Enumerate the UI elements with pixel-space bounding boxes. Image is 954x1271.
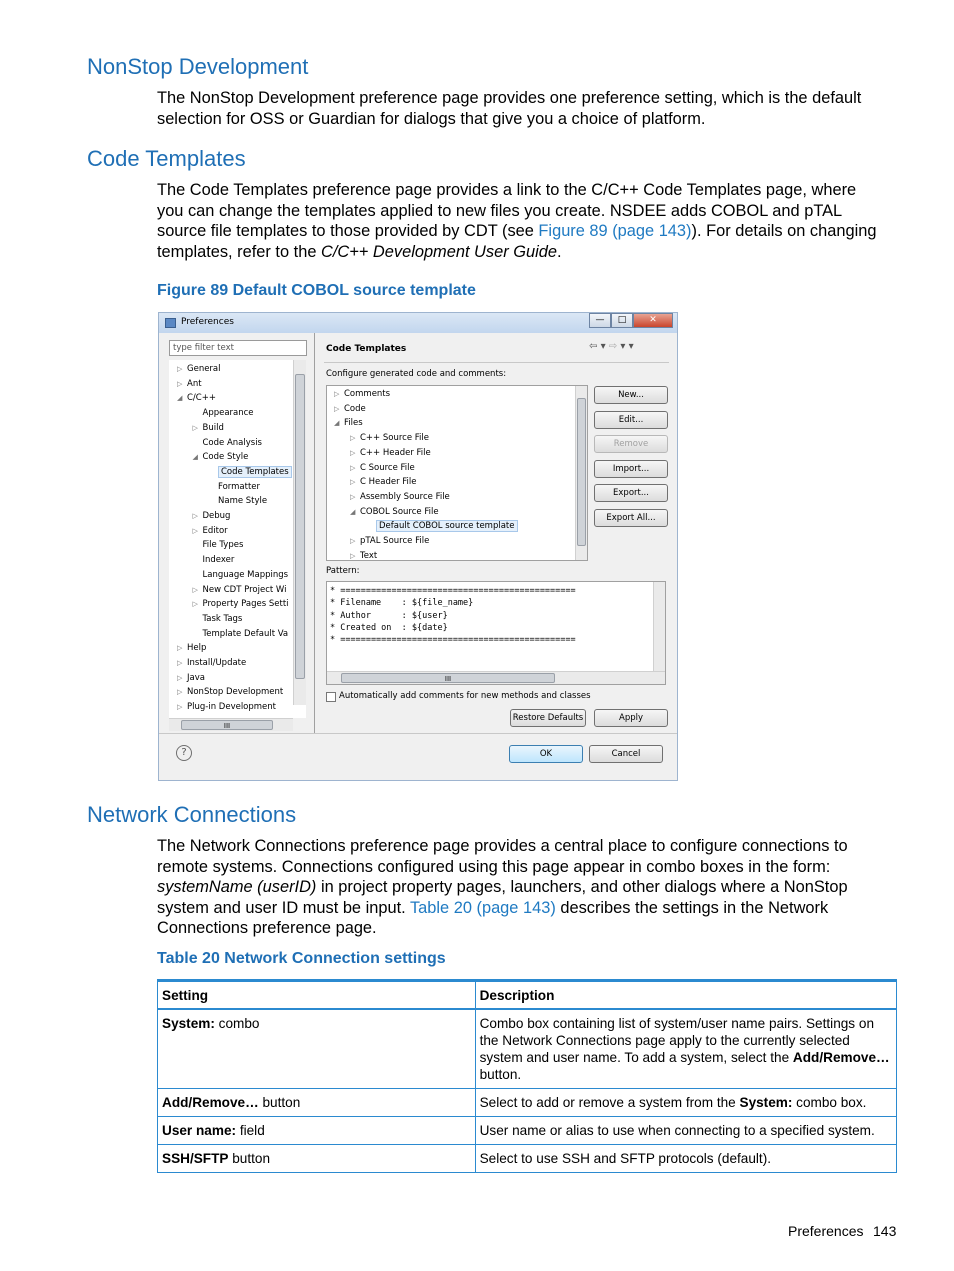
tree-item[interactable] bbox=[177, 700, 276, 715]
restore-defaults-button[interactable]: Restore Defaults bbox=[510, 709, 586, 727]
ok-button[interactable]: OK bbox=[509, 745, 583, 763]
tree-item-label: Appearance bbox=[202, 408, 254, 419]
figure-89-link[interactable]: Figure 89 (page 143) bbox=[538, 222, 692, 241]
network-paragraph bbox=[157, 836, 902, 939]
text-span: source file templates to those provided by CDT (see bbox=[157, 222, 539, 241]
scroll-thumb[interactable]: III bbox=[341, 673, 555, 683]
text-line: you can change the templates applied to new files you create. NSDEE adds COBOL and pTAL bbox=[157, 201, 843, 220]
tree-item[interactable] bbox=[208, 480, 260, 495]
collapsed-arrow-icon[interactable]: ▷ bbox=[334, 404, 340, 413]
collapsed-arrow-icon[interactable]: ▷ bbox=[192, 423, 198, 432]
tree-item[interactable] bbox=[193, 627, 289, 642]
description-cell bbox=[475, 1117, 896, 1145]
separator bbox=[159, 733, 677, 734]
tree-item[interactable] bbox=[193, 538, 244, 553]
pattern-horizontal-scrollbar[interactable] bbox=[327, 671, 665, 684]
pattern-text[interactable] bbox=[330, 585, 576, 646]
tree-item[interactable] bbox=[193, 583, 287, 598]
tree-item-label: Debug bbox=[202, 511, 231, 521]
footer-section: Preferences bbox=[788, 1223, 864, 1239]
cancel-button[interactable]: Cancel bbox=[589, 745, 663, 763]
description-text: Combo box containing list of system/user name pairs. Settings on the Network Connections page apply to the currently selected system and user name. To add a system, select the bbox=[479, 1016, 875, 1065]
pane-divider bbox=[314, 333, 315, 733]
collapsed-arrow-icon[interactable]: ▷ bbox=[334, 390, 340, 398]
template-tree-item[interactable] bbox=[350, 446, 431, 461]
pattern-line: * Created on : ${date} bbox=[330, 622, 448, 633]
pattern-vertical-scrollbar[interactable] bbox=[653, 582, 665, 672]
template-tree-item[interactable] bbox=[334, 402, 366, 417]
setting-cell bbox=[158, 1089, 476, 1117]
tree-item-label: Install/Update bbox=[187, 658, 247, 668]
tree-item[interactable] bbox=[193, 568, 289, 583]
tree-item-label: Task Tags bbox=[202, 613, 243, 624]
table-row bbox=[158, 1145, 897, 1173]
collapsed-arrow-icon[interactable]: ▷ bbox=[192, 600, 198, 609]
template-tree-item[interactable] bbox=[350, 534, 429, 549]
text-line: remote systems. Connections configured using this page appear in combo boxes in the form: bbox=[157, 857, 831, 876]
template-tree-label: Default COBOL source template bbox=[376, 520, 518, 532]
setting-type: button bbox=[258, 1095, 301, 1110]
apply-button[interactable]: Apply bbox=[594, 709, 668, 727]
tree-item-label: Plug-in Development bbox=[187, 702, 277, 713]
preferences-dialog-figure bbox=[158, 312, 678, 781]
table-caption: Table 20 Network Connection settings bbox=[157, 950, 446, 967]
table-row bbox=[158, 1089, 897, 1117]
auto-comments-checkbox[interactable] bbox=[326, 692, 336, 702]
template-tree-label: COBOL Source File bbox=[360, 506, 439, 517]
description-text: combo box. bbox=[792, 1095, 867, 1110]
tree-item[interactable] bbox=[193, 612, 243, 627]
expanded-arrow-icon[interactable]: ◢ bbox=[177, 394, 183, 403]
tree-item-label: Language Mappings bbox=[202, 569, 289, 580]
dialog-title: Preferences bbox=[181, 317, 234, 327]
description-text: Select to add or remove a system from the bbox=[479, 1095, 740, 1110]
collapsed-arrow-icon[interactable]: ▷ bbox=[177, 659, 183, 667]
template-tree-item[interactable] bbox=[334, 387, 390, 402]
filter-input[interactable]: type filter text bbox=[169, 340, 307, 356]
setting-name: User name: bbox=[162, 1123, 237, 1138]
collapsed-arrow-icon[interactable]: ▷ bbox=[177, 365, 183, 373]
templates-tree bbox=[327, 386, 575, 560]
tree-item[interactable] bbox=[193, 524, 228, 539]
collapsed-arrow-icon[interactable]: ▷ bbox=[177, 379, 183, 388]
tree-item-label: Build bbox=[202, 422, 224, 433]
auto-comments-label: Automatically add comments for new methods and classes bbox=[339, 691, 591, 701]
export-all-button[interactable]: Export All... bbox=[594, 509, 668, 527]
text-line bbox=[157, 877, 902, 898]
description-text: Add/Remove… bbox=[792, 1050, 890, 1065]
collapsed-arrow-icon[interactable]: ▷ bbox=[177, 644, 183, 653]
import-button[interactable]: Import... bbox=[594, 460, 668, 478]
tree-item[interactable] bbox=[193, 406, 254, 421]
template-tree-label: C Header File bbox=[360, 477, 417, 488]
tree-item-label: C/C++ bbox=[187, 393, 216, 404]
collapsed-arrow-icon[interactable]: ▷ bbox=[350, 434, 356, 443]
dialog-titlebar bbox=[159, 313, 677, 333]
tree-item-label: Code Templates bbox=[218, 466, 292, 478]
setting-type: button bbox=[228, 1151, 271, 1166]
expanded-arrow-icon[interactable]: ◢ bbox=[192, 453, 198, 462]
tree-item-label: Template Default Va bbox=[202, 628, 289, 639]
network-settings-table bbox=[157, 979, 897, 1173]
window-controls bbox=[589, 313, 673, 328]
tree-item[interactable] bbox=[193, 436, 262, 451]
template-tree-item[interactable] bbox=[350, 490, 450, 505]
setting-type: combo bbox=[214, 1016, 260, 1031]
collapsed-arrow-icon[interactable]: ▷ bbox=[177, 673, 183, 682]
edit-button[interactable]: Edit... bbox=[594, 411, 668, 429]
tree-item[interactable] bbox=[208, 465, 292, 480]
setting-type: field bbox=[236, 1123, 265, 1138]
configure-label: Configure generated code and comments: bbox=[326, 369, 507, 379]
template-tree-item[interactable] bbox=[350, 475, 417, 490]
nav-toolbar bbox=[589, 341, 634, 352]
template-tree-label: pTAL Source File bbox=[360, 536, 430, 546]
tree-item-label: Ant bbox=[187, 378, 202, 389]
pattern-line: * ============================================== bbox=[330, 586, 576, 596]
template-tree-label: Assembly Source File bbox=[360, 491, 450, 502]
code-templates-paragraph bbox=[157, 180, 902, 262]
text-span: system and user ID must be input. bbox=[157, 898, 410, 917]
remove-button[interactable]: Remove bbox=[594, 435, 668, 453]
tree-item[interactable] bbox=[177, 377, 202, 392]
template-tree-item[interactable] bbox=[350, 431, 429, 446]
text-span: describes the settings in the Network bbox=[555, 898, 829, 917]
text-span: ). For details on changing bbox=[691, 222, 877, 241]
heading-code-templates: Code Templates bbox=[87, 146, 246, 171]
app-icon bbox=[165, 318, 176, 328]
expanded-arrow-icon[interactable]: ◢ bbox=[334, 419, 340, 428]
template-tree-label: C Source File bbox=[360, 462, 415, 473]
description-text: User name or alias to use when connecting to a specified system. bbox=[479, 1123, 875, 1138]
pattern-line: * Author : ${user} bbox=[330, 610, 448, 621]
form-example: systemName (userID) bbox=[157, 878, 317, 897]
description-cell bbox=[475, 1145, 896, 1173]
tree-item-label: Code Style bbox=[202, 452, 249, 463]
tree-item[interactable] bbox=[193, 509, 231, 524]
collapsed-arrow-icon[interactable]: ▷ bbox=[350, 537, 356, 545]
tree-item-label: New CDT Project Wi bbox=[202, 584, 287, 595]
text-span: templates, refer to the bbox=[157, 242, 321, 261]
text-line bbox=[157, 221, 902, 242]
page-number: 143 bbox=[873, 1223, 897, 1239]
tree-vertical-scrollbar[interactable] bbox=[293, 360, 306, 705]
table-header-row bbox=[158, 981, 897, 1010]
tree-item-label: Name Style bbox=[218, 496, 268, 507]
tree-item-label: NonStop Development bbox=[187, 687, 284, 698]
template-tree-item[interactable] bbox=[350, 549, 377, 560]
text-line bbox=[157, 242, 902, 263]
pattern-editor[interactable] bbox=[326, 581, 666, 685]
setting-name: SSH/SFTP bbox=[162, 1151, 229, 1166]
tree-item-label: Code Analysis bbox=[202, 437, 262, 448]
column-header: Setting bbox=[158, 981, 476, 1010]
text-line: The NonStop Development preference page provides one preference setting, which is the default bbox=[157, 89, 862, 107]
collapsed-arrow-icon[interactable]: ▷ bbox=[177, 688, 183, 697]
collapsed-arrow-icon[interactable]: ▷ bbox=[350, 478, 356, 487]
tree-item[interactable] bbox=[177, 671, 205, 686]
maximize-icon[interactable]: □ bbox=[611, 313, 633, 328]
template-tree-item[interactable] bbox=[366, 519, 518, 534]
tree-item[interactable] bbox=[193, 450, 249, 465]
pattern-label: Pattern: bbox=[326, 566, 360, 576]
minimize-icon[interactable]: — bbox=[589, 313, 611, 328]
expanded-arrow-icon[interactable]: ◢ bbox=[350, 507, 356, 516]
collapsed-arrow-icon[interactable]: ▷ bbox=[177, 703, 183, 712]
collapsed-arrow-icon[interactable]: ▷ bbox=[192, 526, 198, 535]
tree-item-label: Java bbox=[187, 672, 205, 683]
chevron-down-icon[interactable]: ▾ bbox=[600, 341, 606, 352]
template-tree-label: C++ Header File bbox=[360, 447, 431, 458]
tree-item[interactable] bbox=[208, 494, 267, 509]
tree-item[interactable] bbox=[177, 685, 283, 700]
menu-icon[interactable]: ▾ bbox=[628, 341, 634, 352]
forward-icon[interactable]: ⇨ bbox=[608, 341, 618, 352]
setting-name: System: bbox=[162, 1016, 215, 1031]
table-body bbox=[158, 1009, 897, 1173]
preferences-tree bbox=[169, 360, 306, 718]
description-cell bbox=[475, 1009, 896, 1089]
template-tree-label: Code bbox=[344, 403, 366, 414]
description-text: Select to use SSH and SFTP protocols (default). bbox=[479, 1151, 771, 1166]
tree-item-label: Editor bbox=[202, 525, 228, 536]
pattern-line: * Filename : ${file_name} bbox=[330, 598, 474, 609]
heading-network-connections: Network Connections bbox=[87, 802, 297, 827]
template-tree-label: Files bbox=[344, 418, 363, 429]
text-line: Connections preference page. bbox=[157, 919, 377, 938]
table-20-link[interactable]: Table 20 (page 143) bbox=[409, 898, 556, 917]
description-text: System: bbox=[739, 1095, 793, 1110]
tree-item[interactable] bbox=[193, 597, 289, 612]
collapsed-arrow-icon[interactable]: ▷ bbox=[350, 448, 356, 457]
collapsed-arrow-icon[interactable]: ▷ bbox=[350, 551, 356, 560]
collapsed-arrow-icon[interactable]: ▷ bbox=[350, 463, 356, 472]
text-line: selection for OSS or Guardian for dialogs that give you a choice of platform. bbox=[157, 109, 706, 128]
tree-item-label: Indexer bbox=[202, 555, 235, 566]
templates-vertical-scrollbar[interactable] bbox=[575, 386, 587, 560]
tree-item[interactable] bbox=[177, 641, 206, 656]
tree-item-label: General bbox=[187, 364, 221, 374]
template-tree-label: Text bbox=[360, 550, 378, 560]
tree-item[interactable] bbox=[177, 656, 246, 671]
setting-cell bbox=[158, 1117, 476, 1145]
tree-item-label: Help bbox=[187, 643, 207, 654]
tree-item[interactable] bbox=[177, 362, 221, 377]
separator bbox=[324, 362, 669, 363]
new-button[interactable]: New... bbox=[594, 386, 668, 404]
template-tree-item[interactable] bbox=[350, 505, 439, 520]
template-tree-label: C++ Source File bbox=[360, 433, 430, 444]
nonstop-paragraph bbox=[157, 88, 902, 129]
table-row bbox=[158, 1009, 897, 1089]
template-tree-item[interactable] bbox=[350, 461, 415, 476]
setting-name: Add/Remove… bbox=[162, 1095, 259, 1110]
tree-item-label: Property Pages Setti bbox=[202, 599, 289, 610]
collapsed-arrow-icon[interactable]: ▷ bbox=[192, 512, 198, 520]
text-line: The Code Templates preference page provides a link to the C/C++ Code Templates page, where bbox=[157, 181, 857, 199]
tree-item[interactable] bbox=[193, 421, 224, 436]
scroll-thumb[interactable] bbox=[295, 374, 305, 679]
tree-item[interactable] bbox=[177, 391, 216, 406]
template-tree-label: Comments bbox=[344, 389, 391, 399]
chevron-down-icon[interactable]: ▾ bbox=[620, 341, 626, 352]
collapsed-arrow-icon[interactable]: ▷ bbox=[350, 492, 356, 501]
heading-nonstop-development: NonStop Development bbox=[87, 54, 309, 79]
tree-horizontal-scrollbar[interactable] bbox=[169, 718, 293, 731]
column-header: Description bbox=[475, 981, 896, 1010]
description-cell bbox=[475, 1089, 896, 1117]
tree-item[interactable] bbox=[193, 553, 235, 568]
text-line bbox=[157, 898, 902, 919]
description-text: button. bbox=[479, 1067, 522, 1082]
templates-tree-panel bbox=[326, 385, 588, 561]
setting-cell bbox=[158, 1145, 476, 1173]
text-line: The Network Connections preference page provides a central place to configure connections to bbox=[157, 837, 848, 855]
close-icon[interactable]: ✕ bbox=[633, 313, 673, 328]
table-row bbox=[158, 1117, 897, 1145]
scroll-thumb[interactable]: III bbox=[181, 720, 273, 730]
guide-title: C/C++ Development User Guide bbox=[321, 242, 557, 261]
pattern-line: * ============================================== bbox=[330, 635, 576, 646]
help-icon[interactable]: ? bbox=[176, 745, 192, 761]
scroll-thumb[interactable] bbox=[577, 398, 586, 546]
template-tree-item[interactable] bbox=[334, 416, 363, 431]
page-title: Code Templates bbox=[326, 344, 407, 354]
tree-item-label: File Types bbox=[202, 540, 244, 551]
text-span: in project property pages, launchers, and other dialogs where a NonStop bbox=[316, 878, 848, 897]
text-span: . bbox=[556, 242, 562, 261]
back-icon[interactable]: ⇦ bbox=[589, 341, 598, 352]
tree-item-label: Formatter bbox=[218, 481, 261, 492]
export-button[interactable]: Export... bbox=[594, 484, 668, 502]
collapsed-arrow-icon[interactable]: ▷ bbox=[192, 585, 198, 594]
figure-caption: Figure 89 Default COBOL source template bbox=[157, 282, 476, 299]
setting-cell bbox=[158, 1009, 476, 1089]
